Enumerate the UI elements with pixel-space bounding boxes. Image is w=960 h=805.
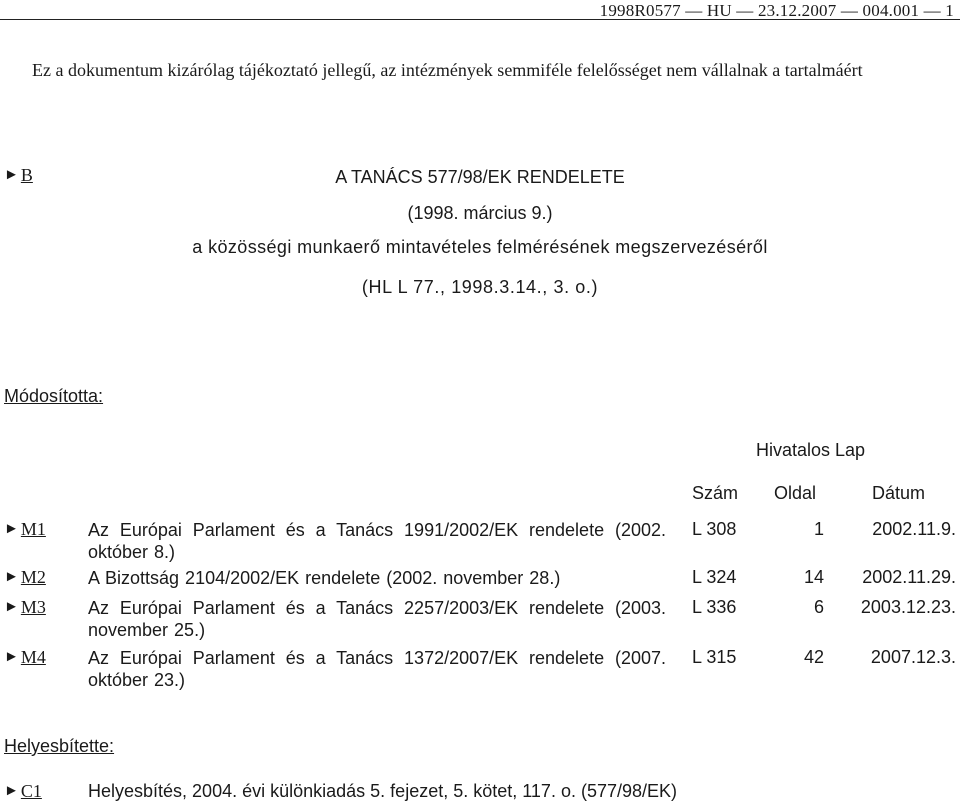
amended-by-label: Módosította: (4, 386, 104, 406)
amendment-date: 2002.11.29. (862, 567, 956, 587)
official-journal-reference: (HL L 77., 1998.3.14., 3. o.) (361, 277, 599, 297)
right-triangle-icon: ► (4, 599, 19, 615)
regulation-subject: a közösségi munkaerő mintavételes felmérésének megszervezéséről (192, 237, 768, 257)
regulation-title: A TANÁCS 577/98/EK RENDELETE (335, 167, 625, 187)
amendment-number: L 315 (692, 647, 737, 667)
amendment-number: L 308 (692, 519, 737, 539)
column-header-page: Oldal (774, 483, 817, 503)
base-act-code[interactable]: B (20, 165, 33, 185)
amendment-description: Az Európai Parlament és a Tanács 1991/2002/EK rendelete (2002. október 8.) (88, 520, 666, 562)
right-triangle-icon: ► (4, 521, 19, 537)
amendment-marker[interactable] (4, 519, 46, 540)
amendment-code[interactable]: M3 (20, 597, 46, 617)
right-triangle-icon: ► (4, 569, 19, 585)
amendment-page: 42 (803, 647, 824, 667)
amendment-description: A Bizottság 2104/2002/EK rendelete (2002. november 28.) (88, 568, 561, 588)
corrected-by-label: Helyesbítette: (4, 736, 115, 756)
regulation-date: (1998. március 9.) (407, 203, 553, 223)
right-triangle-icon: ► (4, 167, 19, 183)
column-header-number: Szám (692, 483, 739, 503)
amendment-marker[interactable] (4, 647, 46, 668)
column-header-date: Dátum (872, 483, 926, 503)
amendment-description: Az Európai Parlament és a Tanács 2257/2003/EK rendelete (2003. november 25.) (88, 598, 666, 640)
right-triangle-icon: ► (4, 783, 19, 799)
official-journal-group-header: Hivatalos Lap (756, 440, 866, 460)
amendment-page: 14 (803, 567, 824, 587)
document-reference: 1998R0577 — HU — 23.12.2007 — 004.001 — 1 (599, 1, 954, 20)
amendment-description: Az Európai Parlament és a Tanács 1372/2007/EK rendelete (2007. október 23.) (88, 648, 666, 690)
correction-code[interactable]: C1 (20, 781, 42, 801)
right-triangle-icon: ► (4, 649, 19, 665)
correction-marker[interactable] (4, 781, 42, 802)
amendment-date: 2003.12.23. (860, 597, 956, 617)
amendment-code[interactable]: M4 (20, 647, 46, 667)
amendment-code[interactable]: M1 (20, 519, 46, 539)
correction-description: Helyesbítés, 2004. évi különkiadás 5. fejezet, 5. kötet, 117. o. (577/98/EK) (88, 781, 678, 801)
amendment-code[interactable]: M2 (20, 567, 46, 587)
amendment-date: 2007.12.3. (870, 647, 956, 667)
amendment-number: L 324 (692, 567, 737, 587)
amendment-date: 2002.11.9. (872, 519, 956, 539)
amendment-marker[interactable] (4, 567, 46, 588)
disclaimer-text: Ez a dokumentum kizárólag tájékoztató jellegű, az intézmények semmiféle felelősséget nem vállalnak a tartalmáért (32, 60, 863, 80)
amendment-page: 1 (813, 519, 824, 539)
amendment-marker[interactable] (4, 597, 46, 618)
amendment-number: L 336 (692, 597, 737, 617)
amendment-page: 6 (813, 597, 824, 617)
